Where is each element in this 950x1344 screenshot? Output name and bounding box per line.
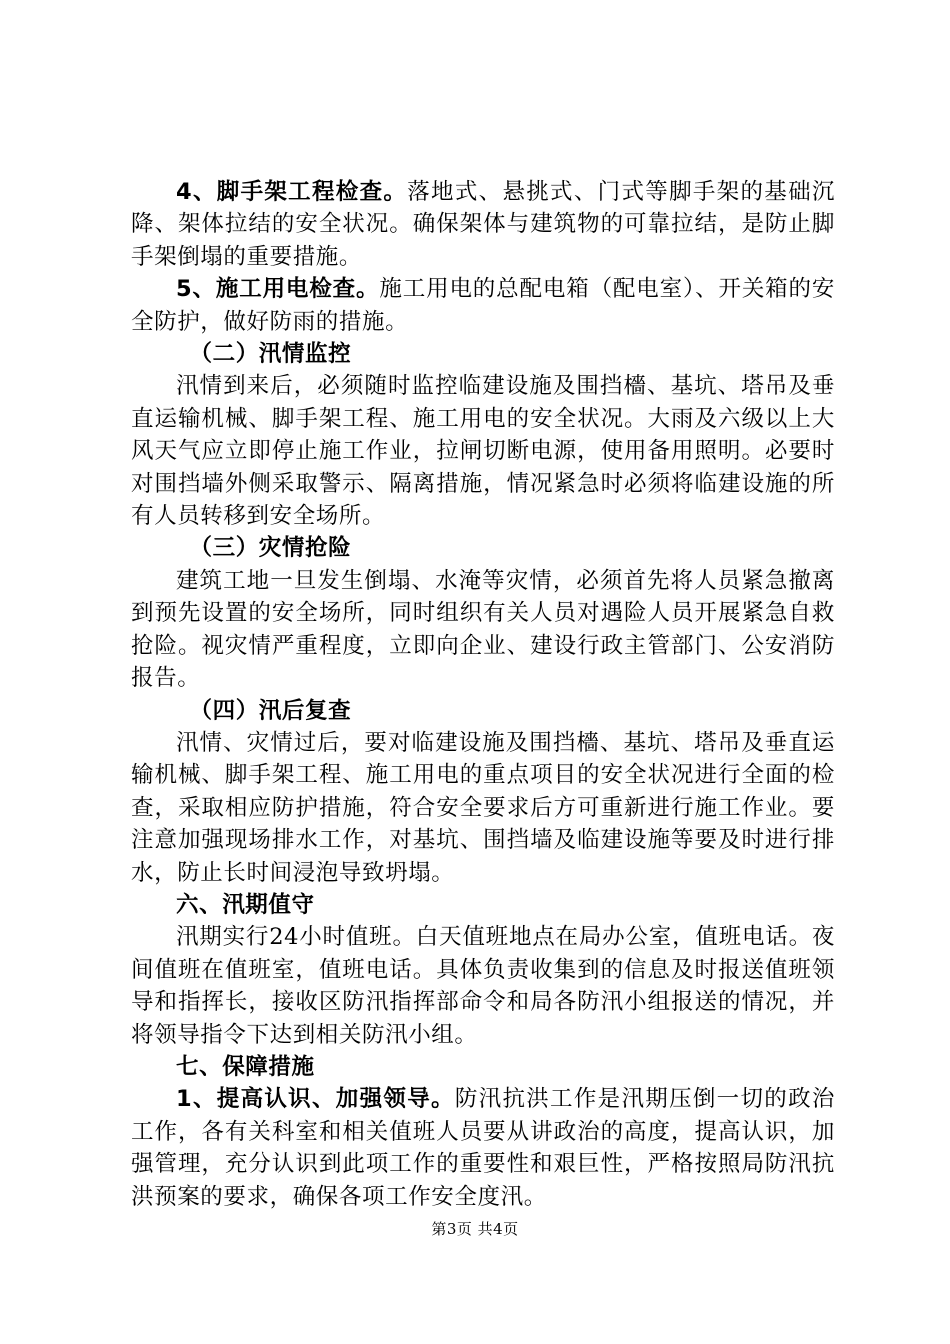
paragraph-lead: 4、脚手架工程检查。	[176, 179, 408, 205]
paragraph-duty: 汛期实行24小时值班。白天值班地点在局办公室，值班电话。夜间值班在值班室，值班电话。具体负责收集到的信息及时报送值班领导和指挥长，接收区防汛指挥部命令和局各防汛小组报送的情况，并将领导指令下达到相关防汛小组。	[131, 924, 835, 1048]
section-heading-flood-monitoring: （二）汛情监控	[189, 341, 352, 368]
paragraph-scaffold-check	[131, 176, 835, 273]
paragraph-post-flood-review: 汛情、灾情过后，要对临建设施及围挡檣、基坑、塔吊及垂直运输机械、脚手架工程、施工用电的重点项目的安全状况进行全面的检查，采取相应防护措施，符合安全要求后方可重新进行施工作业。要注意加强现场排水工作，对基坑、围挡墙及临建设施等要及时进行排水，防止长时间浸泡导致坍塌。	[131, 729, 835, 886]
paragraph-text: 落地式、悬挑式、门式等脚手架的基础沉降、架体拉结的安全状况。确保架体与建筑物的可靠拉结，是防止脚手架倒塌的重要措施。	[131, 179, 836, 270]
paragraph-awareness	[131, 1083, 835, 1213]
paragraph-text: 防汛抗洪工作是汛期压倒一切的政治工作，各有关科室和相关值班人员要从讲政治的高度，提高认识，加强管理，充分认识到此项工作的重要性和艰巨性，严格按照局防汛抗洪预案的要求，确保各项工作安全度汛。	[131, 1086, 836, 1210]
paragraph-power-check	[131, 273, 835, 338]
section-heading-disaster-rescue: （三）灾情抢险	[189, 535, 352, 562]
paragraph-lead: 5、施工用电检查。	[176, 276, 380, 303]
section-heading-post-flood-review: （四）汛后复查	[189, 697, 352, 724]
document-body	[131, 176, 835, 1213]
paragraph-lead: 1、提高认识、加强领导。	[176, 1086, 455, 1113]
page-number-footer: 第3页 共4页	[431, 1220, 519, 1238]
paragraph-disaster-rescue: 建筑工地一旦发生倒塌、水淹等灾情，必须首先将人员紧急撤离到预先设置的安全场所，同时组织有关人员对遇险人员开展紧急自救抢险。视灾情严重程度，立即向企业、建设行政主管部门、公安消防报告。	[131, 567, 835, 692]
section-heading-duty: 六、汛期值守	[176, 891, 315, 918]
paragraph-text: 施工用电的总配电箱（配电室）、开关箱的安全防护，做好防雨的措施。	[131, 276, 835, 335]
paragraph-flood-monitoring: 汛情到来后，必须随时监控临建设施及围挡檣、基坑、塔吊及垂直运输机械、脚手架工程、施工用电的安全状况。大雨及六级以上大风天气应立即停止施工作业，拉闸切断电源，使用备用照明。必要时对围挡墙外侧采取警示、隔离措施，情况紧急时必须将临建设施的所有人员转移到安全场所。	[131, 373, 835, 530]
section-heading-safeguards: 七、保障措施	[176, 1053, 315, 1080]
